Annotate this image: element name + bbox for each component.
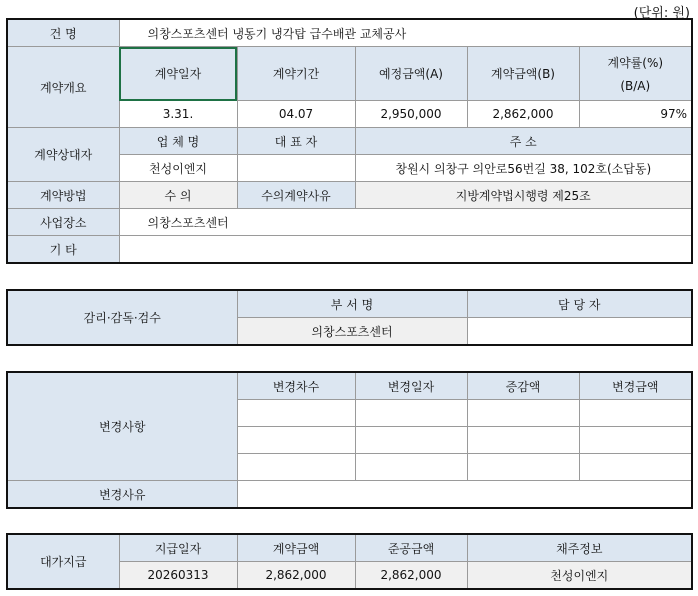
- payment-contract-amount-value[interactable]: 2,862,000: [237, 562, 355, 590]
- site-label: 사업장소: [7, 209, 119, 236]
- payment-table: [6, 533, 693, 590]
- supervision-table: [6, 289, 693, 346]
- method-value[interactable]: 수 의: [119, 182, 237, 209]
- change-cell[interactable]: [355, 454, 467, 481]
- contract-date-header[interactable]: 계약일자: [119, 47, 237, 101]
- person-value[interactable]: [467, 318, 692, 346]
- payment-contract-amount-header[interactable]: 계약금액: [237, 534, 355, 562]
- change-date-header[interactable]: 변경일자: [355, 372, 467, 400]
- change-round-header[interactable]: 변경차수: [237, 372, 355, 400]
- representative-value[interactable]: [237, 155, 355, 182]
- address-value[interactable]: 창원시 의창구 의안로56번길 38, 102호(소답동): [355, 155, 692, 182]
- change-cell[interactable]: [467, 454, 579, 481]
- change-cell[interactable]: [467, 400, 579, 427]
- change-cell[interactable]: [579, 400, 692, 427]
- estimated-amount-header[interactable]: 예정금액(A): [355, 47, 467, 101]
- contract-rate-header-line2: (B/A): [620, 79, 651, 93]
- contract-period-value[interactable]: 04.07: [237, 101, 355, 128]
- title-label: 건 명: [7, 19, 119, 47]
- reason-value[interactable]: 지방계약법시행령 제25조: [355, 182, 692, 209]
- party-label: 계약상대자: [7, 128, 119, 182]
- payment-date-header[interactable]: 지급일자: [119, 534, 237, 562]
- change-cell[interactable]: [355, 400, 467, 427]
- method-label: 계약방법: [7, 182, 119, 209]
- changes-table: [6, 371, 693, 509]
- change-cell[interactable]: [579, 427, 692, 454]
- company-name-value[interactable]: 천성이엔지: [119, 155, 237, 182]
- changes-label: 변경사항: [7, 372, 237, 481]
- dept-header[interactable]: 부 서 명: [237, 290, 467, 318]
- change-cell[interactable]: [355, 427, 467, 454]
- contract-amount-value[interactable]: 2,862,000: [467, 101, 579, 128]
- title-value[interactable]: 의창스포츠센터 냉동기 냉각탑 급수배관 교체공사: [119, 19, 692, 47]
- overview-label: 계약개요: [7, 47, 119, 128]
- estimated-amount-value[interactable]: 2,950,000: [355, 101, 467, 128]
- changed-amount-header[interactable]: 변경금액: [579, 372, 692, 400]
- change-cell[interactable]: [467, 427, 579, 454]
- site-value[interactable]: 의창스포츠센터: [119, 209, 692, 236]
- representative-header[interactable]: 대 표 자: [237, 128, 355, 155]
- supervision-label: 감리·감독·검수: [7, 290, 237, 345]
- payment-date-value[interactable]: 20260313: [119, 562, 237, 590]
- unit-label: (단위: 원): [633, 6, 690, 21]
- change-reason-label: 변경사유: [7, 481, 237, 509]
- payment-label: 대가지급: [7, 534, 119, 589]
- contract-amount-header[interactable]: 계약금액(B): [467, 47, 579, 101]
- etc-value[interactable]: [119, 236, 692, 264]
- contract-rate-header-line1: 계약률(%): [607, 56, 664, 70]
- change-cell[interactable]: [237, 400, 355, 427]
- contract-date-value[interactable]: 3.31.: [119, 101, 237, 128]
- etc-label: 기 타: [7, 236, 119, 264]
- contract-table: [6, 18, 693, 264]
- contract-rate-header[interactable]: [579, 47, 692, 101]
- change-delta-header[interactable]: 증감액: [467, 372, 579, 400]
- reason-label: 수의계약사유: [237, 182, 355, 209]
- creditor-header[interactable]: 채주정보: [467, 534, 692, 562]
- contract-rate-value[interactable]: 97%: [579, 101, 692, 128]
- company-name-header[interactable]: 업 체 명: [119, 128, 237, 155]
- completion-amount-header[interactable]: 준공금액: [355, 534, 467, 562]
- contract-period-header[interactable]: 계약기간: [237, 47, 355, 101]
- change-cell[interactable]: [579, 454, 692, 481]
- completion-amount-value[interactable]: 2,862,000: [355, 562, 467, 590]
- change-cell[interactable]: [237, 454, 355, 481]
- dept-value[interactable]: 의창스포츠센터: [237, 318, 467, 346]
- address-header[interactable]: 주 소: [355, 128, 692, 155]
- creditor-value[interactable]: 천성이엔지: [467, 562, 692, 590]
- change-cell[interactable]: [237, 427, 355, 454]
- change-reason-value[interactable]: [237, 481, 692, 509]
- person-header[interactable]: 담 당 자: [467, 290, 692, 318]
